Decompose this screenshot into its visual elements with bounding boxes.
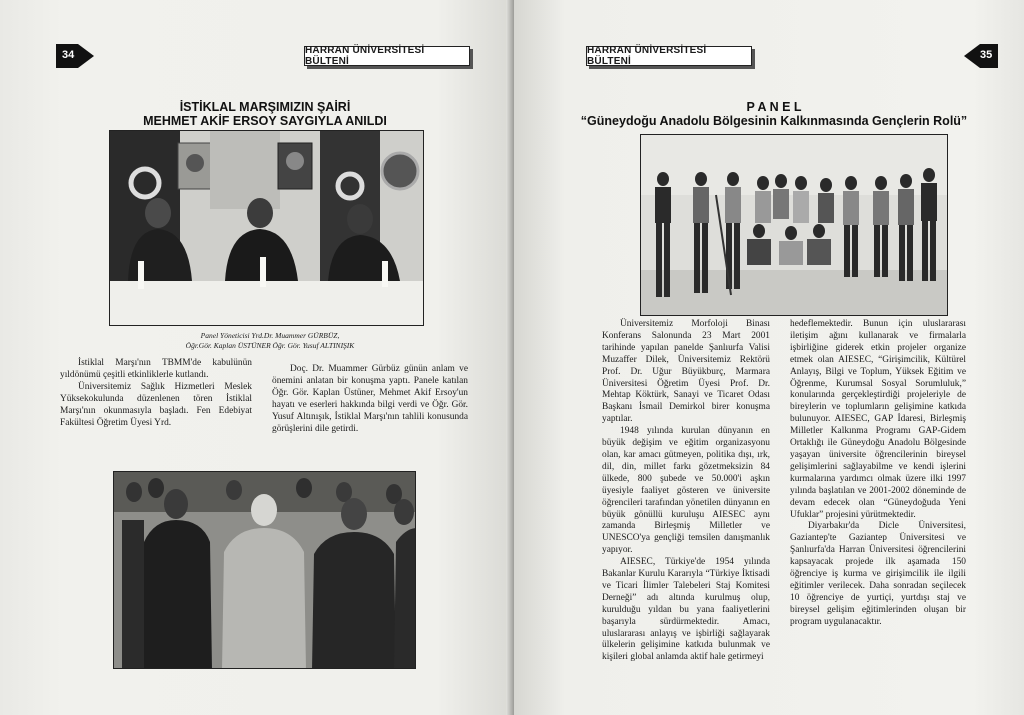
bulletin-header-left: HARRAN ÜNİVERSİTESİ BÜLTENİ <box>304 46 470 66</box>
paragraph: Üniversitemiz Morfoloji Binası Konferans Salonunda 23 Mart 2001 tarihinde yapılan panelde Şanlıurfa Valisi Muzaffer Dilek, Üniversitemiz Rektörü Prof. Dr. Uğur Büyükburç, Marmara Üniversitesi Öğretim Üyesi Prof. Dr. Mehtap Köktürk, Sanayi ve Ticaret Odası Başkanı İsmail Demirkol birer konuşma yaptılar. <box>602 319 770 425</box>
photo-group-field <box>640 134 948 316</box>
title-line-1: P A N E L <box>746 100 802 114</box>
right-page <box>514 0 1024 715</box>
paragraph: AIESEC, Türkiye'de 1954 yılında Bakanlar Kurulu Kararıyla “Türkiye İktisadi ve Ticari İlimler Talebeleri Staj Komitesi Derneği” adı altında kurulmuş olup, kurulduğu yıldan bu yana faaliyetlerini başarıyla sürdürmektedir. Amacı, uluslararası anlayış ve işbirliği sağlayarak ülkelerin gelişimine katkıda bulunmak ve kişileri global anlamda aktif hale getirmeyi <box>602 557 770 663</box>
article-title-right <box>574 100 974 128</box>
panel-speakers-image <box>110 131 424 326</box>
caption-line-1: Panel Yöneticisi Yrd.Dr. Muammer GÜRBÜZ, <box>200 331 340 340</box>
title-line-1: İSTİKLAL MARŞIMIZIN ŞAİRİ <box>179 100 351 114</box>
paragraph: Üniversitemiz Sağlık Hizmetleri Meslek Yüksekokulunda düzenlenen tören İstiklal Marşı'nın okunmasıyla başladı. Fen Edebiyat Fakültesi Öğretim Üyesi Yrd. <box>60 381 252 428</box>
paragraph: İstiklal Marşı'nın TBMM'de kabulünün yıldönümü çeşitli etkinliklerle kutlandı. <box>60 358 252 380</box>
group-field-image <box>641 135 948 316</box>
paragraph: Diyarbakır'da Dicle Üniversitesi, Gaziantep'te Gaziantep Üniversitesi ve Şanlıurfa'da Harran Üniversitesi öğrencilerini kapsayacak projede ilk aşamada 150 öğrenciye iş kurma ve girişimcilik ile ilgili eğitimler verilecek. Daha sonradan seçilecek 10 öğrenciye de yurtiçi, yurtdışı staj ve bireysel gelişim eğitimlerinden oluşan bir program uygulanacaktır. <box>790 521 966 627</box>
page-number-badge-right <box>962 42 1002 70</box>
title-line-2: MEHMET AKİF ERSOY SAYGIYLA ANILDI <box>143 114 387 128</box>
article-column-2-right <box>790 319 966 629</box>
ceremony-image <box>114 472 416 669</box>
page-number-left: 34 <box>62 49 75 61</box>
article-column-1-right <box>602 319 770 664</box>
bulletin-header-right: HARRAN ÜNİVERSİTESİ BÜLTENİ <box>586 46 752 66</box>
title-line-2: “Güneydoğu Anadolu Bölgesinin Kalkınmasında Gençlerin Rolü” <box>580 114 968 128</box>
photo-panel-speakers <box>109 130 424 326</box>
photo-ceremony-standing <box>113 471 416 669</box>
article-title-left <box>100 100 430 128</box>
paragraph: 1948 yılında kurulan dünyanın en büyük değişim ve eğitim organizasyonu olan, kar amacı gütmeyen, politika dışı, ırk, dil, din, millet farkı gözetmeksizin 84 ülkede, 800 şubede ve 50.000'i aşkın üyesiyle faaliyet gösteren ve üniversite öğrencileri tarafından yönetilen dünyanın en büyük gönüllü kuruluşu AIESEC aynı zamanda Birleşmiş Milletler ve UNESCO'ya gençliği temsilen danışmanlık yapıyor. <box>602 426 770 556</box>
caption-line-2: Öğr.Gör. Kaplan ÜSTÜNER Öğr. Gör. Yusuf ALTINIŞIK <box>185 341 355 350</box>
paragraph: hedeflemektedir. Bunun için uluslararası iletişim ağını kullanarak ve firmalarla işbirliğine giderek etkin projeler organize etmek olan AIESEC, “Girişimcilik, Kültürel Anlayış, Bilgi ve Toplum, Yüksek Eğitim ve Öğrenme, Kurumsal Sosyal Sorumluluk,” konularında gerçekleştirdiği projeleriyle de bireylerin ve toplumların gelişimine katkıda bulunuyor. AIESEC, GAP İdaresi, Birleşmiş Milletler Kalkınma Programı GAP-Gidem Ortaklığı ile Güneydoğu Anadolu Bölgesinde yaşayan üniversite öğrencilerinin bireysel gelişimlerini sağlayabilme ve kendi işlerini kurmalarına yardımcı olmak üzere ilki 1997 yılında başlatılan ve 2001-2002 döneminde de devam edecek olan “Güneydoğuda Yeni Ufuklar” projesini yürütmektedir. <box>790 319 966 520</box>
paragraph: Doç. Dr. Muammer Gürbüz günün anlam ve önemini anlatan bir konuşma yaptı. Panele katılan Öğr. Gör. Kaplan Üstüner, Mehmet Akif Ersoy'un hayatı ve eserleri hakkında bilgi verdi ve Öğr. Gör. Yusuf Altınışık, İstiklal Marşı'nın tahlili konusunda görüşlerini dile getirdi. <box>272 364 468 434</box>
article-column-2-left <box>272 364 468 435</box>
page-number-badge-left <box>56 42 96 70</box>
page-number-right: 35 <box>980 49 993 61</box>
article-column-1-left <box>60 358 252 429</box>
photo-caption-left <box>120 331 420 351</box>
